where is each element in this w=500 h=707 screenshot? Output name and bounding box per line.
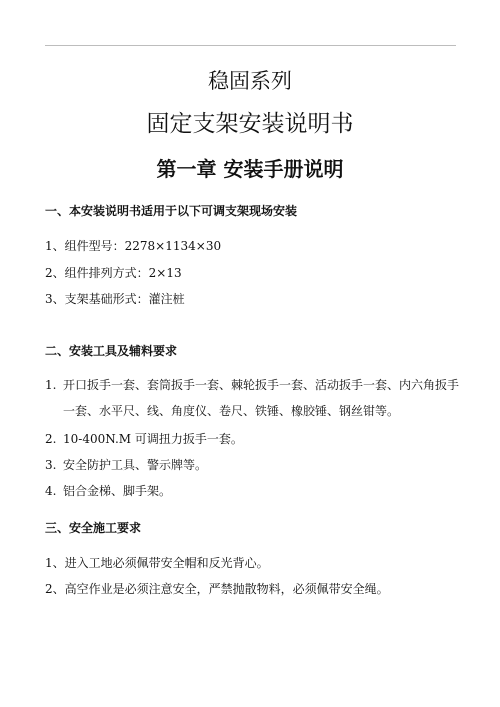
item-text: 铝合金梯、脚手架。 xyxy=(63,484,172,498)
chapter-heading: 第一章 安装手册说明 xyxy=(156,157,344,181)
section-3-item-1: 1、进入工地必须佩带安全帽和反光背心。 xyxy=(45,556,269,570)
section-3-heading: 三、安全施工要求 xyxy=(45,521,142,535)
section-1-item-3: 3、支架基础形式：灌注桩 xyxy=(45,292,185,306)
item-text: 安全防护工具、警示牌等。 xyxy=(63,458,208,472)
item-number: 4. xyxy=(45,484,57,498)
item-text: 10-400N.M 可调扭力扳手一套。 xyxy=(63,432,243,446)
section-2-item-1-continuation: 一套、水平尺、线、角度仪、卷尺、铁锤、橡胶锤、钢丝钳等。 xyxy=(63,404,400,418)
item-number: 2. xyxy=(45,432,57,446)
document-series-title: 稳固系列 xyxy=(208,69,292,93)
section-2-item-2 xyxy=(45,431,243,447)
section-2-item-1 xyxy=(45,377,459,393)
item-number: 3. xyxy=(45,458,57,472)
section-2-heading: 二、安装工具及辅料要求 xyxy=(45,344,178,358)
section-1-item-2: 2、组件排列方式：2×13 xyxy=(45,266,182,280)
section-3-item-2: 2、高空作业是必须注意安全，严禁抛散物料，必须佩带安全绳。 xyxy=(45,582,389,596)
section-2-item-3 xyxy=(45,457,207,473)
header-rule xyxy=(45,45,456,46)
document-title: 固定支架安装说明书 xyxy=(146,111,354,137)
section-1-heading: 一、本安装说明书适用于以下可调支架现场安装 xyxy=(45,204,298,218)
section-2-item-4 xyxy=(45,483,171,499)
section-1-item-1: 1、组件型号：2278×1134×30 xyxy=(45,239,222,253)
item-number: 1. xyxy=(45,378,57,392)
item-text: 开口扳手一套、套筒扳手一套、棘轮扳手一套、活动扳手一套、内六角扳手 xyxy=(63,378,460,392)
